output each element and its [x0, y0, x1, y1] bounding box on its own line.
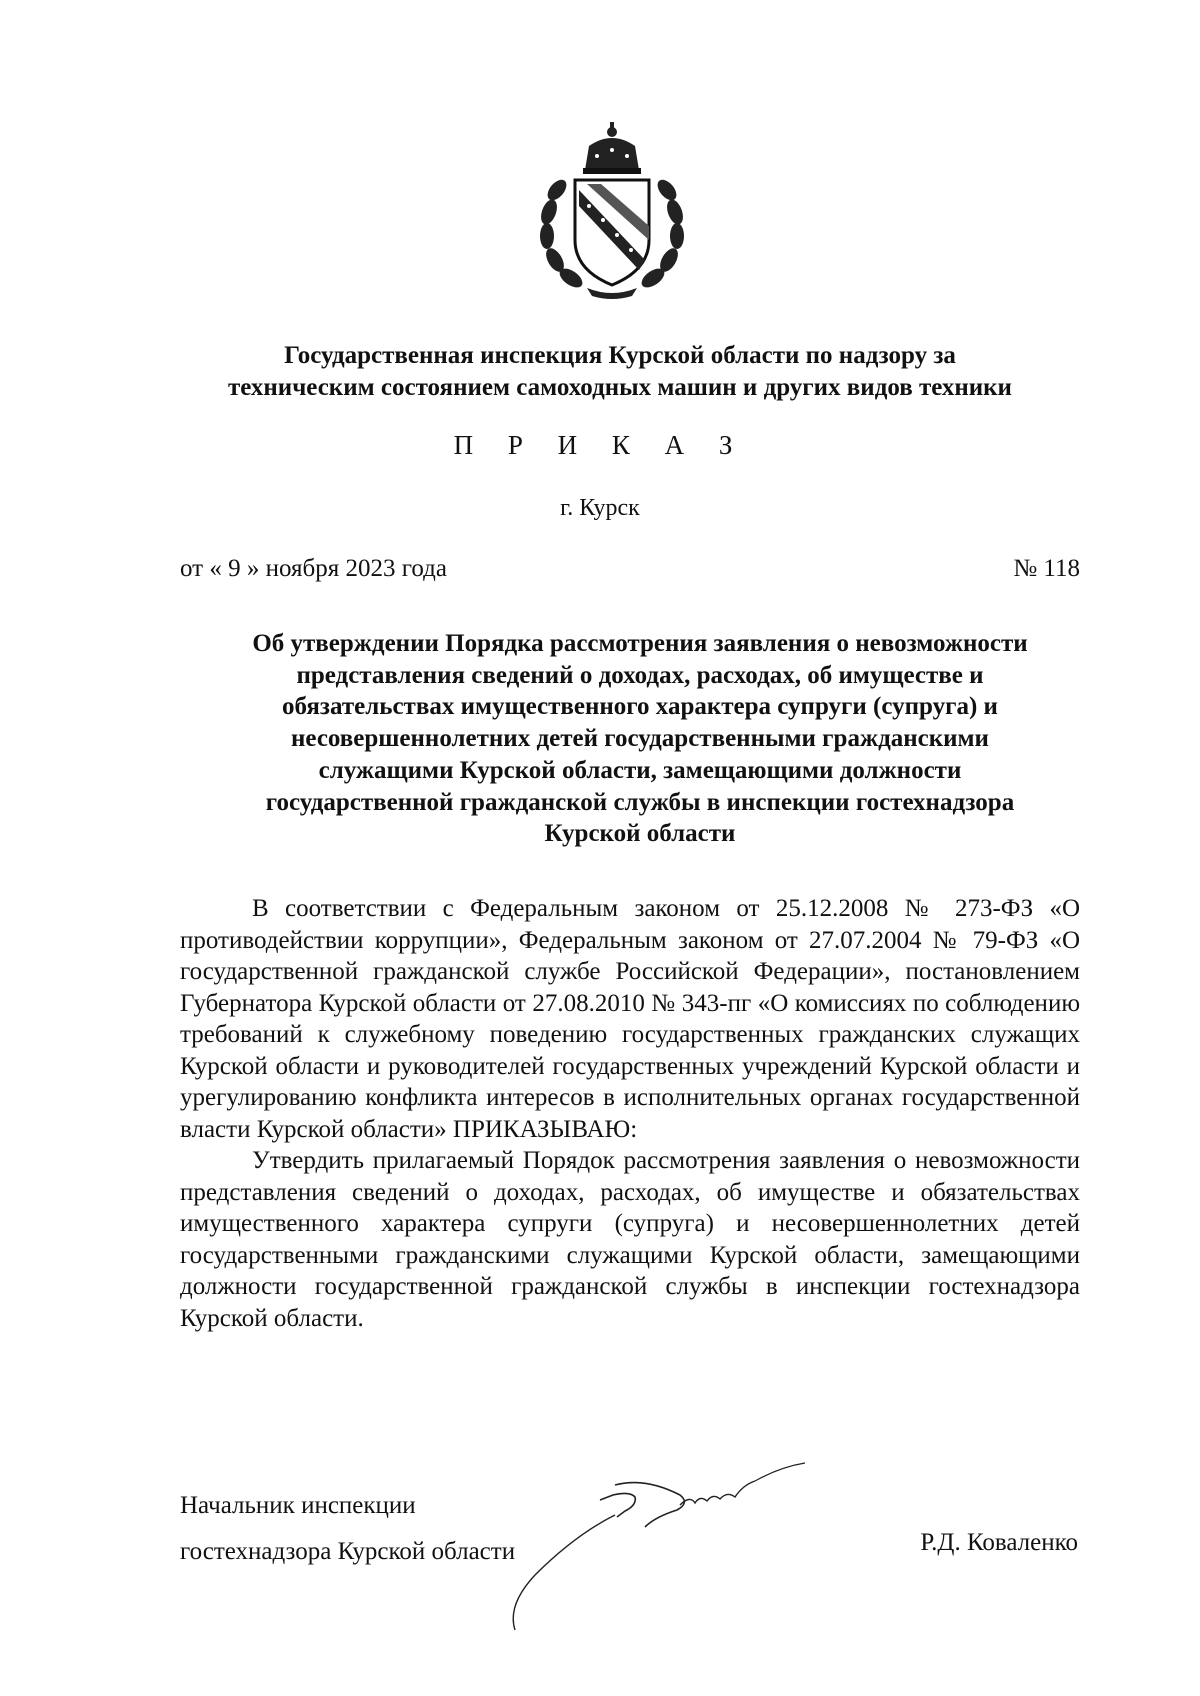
position-line-1: Начальник инспекции [180, 1492, 416, 1519]
subject-line: Курской области [544, 820, 736, 848]
organization-name [160, 340, 1080, 404]
subject-line: представления сведений о доходах, расходах, об имуществе и [296, 661, 984, 689]
decision-paragraph: Утвердить прилагаемый Порядок рассмотрения заявления о невозможности представления сведений о доходах, расходах, об имуществе и обязательствах имущественного характера супруги (супруга) и несовершеннолетних детей государственными гражданскими служащими Курской области, замещающими должности государственной гражданской службы в инспекции гостехнадзора Курской области. [180, 1147, 1080, 1332]
subject-line: служащими Курской области, замещающими должности [318, 756, 962, 784]
document-date: от « 9 » ноября 2023 года [180, 555, 447, 582]
coat-of-arms-icon [527, 120, 697, 300]
document-type: П Р И К А З [453, 430, 747, 460]
subject-line: Об утверждении Порядка рассмотрения заявления о невозможности [252, 630, 1028, 657]
document-number: № 118 [1013, 555, 1080, 582]
preamble-paragraph: В соответствии с Федеральным законом от 25.12.2008 № 273-ФЗ «О противодействии коррупции», Федеральным законом от 27.07.2004 № 79-ФЗ «О государственной гражданской службе Российской Федерации», постановлением Губернатора Курской области от 27.08.2010 № 343-пг «О комиссиях по соблюдению требований к служебному поведению государственных гражданских служащих Курской области и руководителей государственных учреждений Курской области и урегулированию конфликта интересов в исполнительных органах государственной власти Курской области» ПРИКАЗЫВАЮ: [180, 895, 1080, 1143]
org-line-2: техническим состоянием самоходных машин и других видов техники [228, 374, 1012, 401]
date-number-row [180, 555, 1080, 583]
signatory-name: Р.Д. Коваленко [920, 1529, 1078, 1556]
order-body [180, 893, 1080, 1334]
order-subject [195, 628, 1085, 850]
handwritten-signature-icon [505, 1455, 865, 1645]
city: г. Курск [560, 495, 640, 521]
subject-line: обязательствах имущественного характера супруги (супруга) и [282, 693, 998, 721]
subject-line: несовершеннолетних детей государственными гражданскими [291, 725, 989, 753]
position-line-2: гостехнадзора Курской области [180, 1538, 516, 1565]
subject-line: государственной гражданской службы в инспекции гостехнадзора [265, 788, 1015, 816]
org-line-1: Государственная инспекция Курской области по надзору за [284, 342, 956, 369]
